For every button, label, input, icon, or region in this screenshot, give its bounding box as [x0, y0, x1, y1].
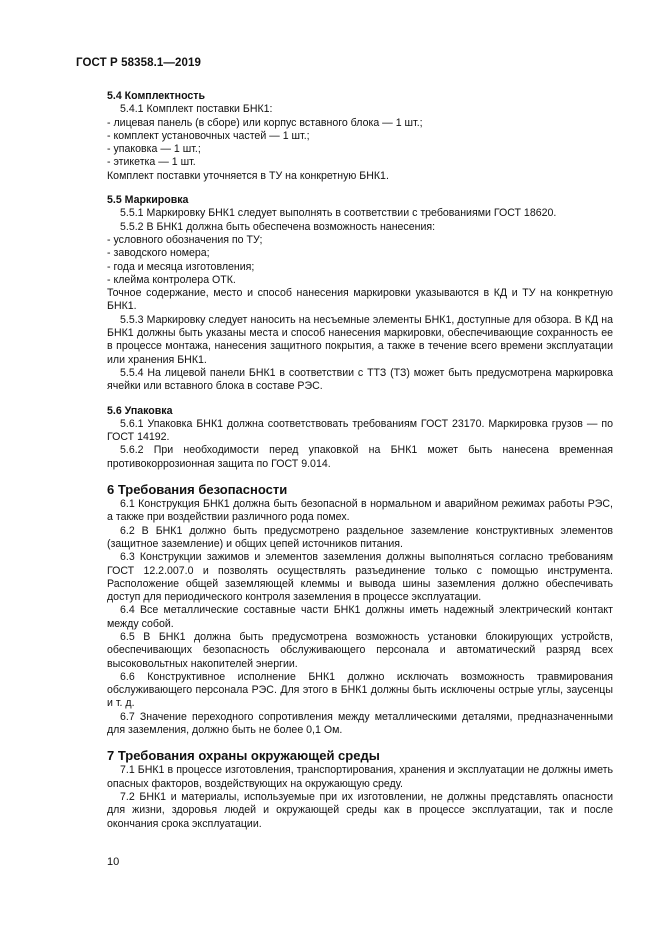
- paragraph-5-5-4: 5.5.4 На лицевой панели БНК1 в соответствии с ТТЗ (ТЗ) может быть предусмотрена маркировка ячейки или вставного блока в составе РЭС.: [107, 366, 613, 393]
- paragraph-6-1: 6.1 Конструкция БНК1 должна быть безопасной в нормальном и аварийном режимах работы РЭС, а также при воздействии различного рода помех.: [107, 498, 613, 524]
- paragraph-5-6-1: 5.6.1 Упаковка БНК1 должна соответствовать требованиям ГОСТ 23170. Маркировка грузов — по ГОСТ 14192.: [107, 417, 613, 444]
- paragraph-5-5-3: 5.5.3 Маркировку следует наносить на несъемные элементы БНК1, доступные для обзора. В КД на БНК1 должны быть указаны места и способ нанесения маркировки, обеспечивающие сохранность ее в процессе монтажа, нанесения защитного покрытия, а также в течение всего времени эксплуатации или хранения БНК1.: [107, 313, 613, 366]
- section-5-4-title: 5.4 Комплектность: [107, 90, 205, 102]
- list-item: - комплект установочных частей — 1 шт.;: [107, 129, 310, 142]
- paragraph-6-4: 6.4 Все металлические составные части БНК1 должны иметь надежный электрический контакт между собой.: [107, 604, 613, 630]
- section-7-title: 7 Требования охраны окружающей среды: [107, 748, 380, 764]
- paragraph-6-5: 6.5 В БНК1 должна быть предусмотрена возможность установки блокирующих устройств, обеспечивающих безопасность обслуживающего персонала и автоматический разряд всех высоковольтных накопителей энергии.: [107, 630, 613, 670]
- paragraph-6-6: 6.6 Конструктивное исполнение БНК1 должно исключать возможность травмирования обслуживающего персонала РЭС. Для этого в БНК1 должны быть исключены острые углы, заусенцы и т. д.: [107, 670, 613, 710]
- list-item: - клейма контролера ОТК.: [107, 273, 236, 286]
- list-item: - года и месяца изготовления;: [107, 260, 255, 273]
- document-body: [107, 90, 613, 831]
- section-6-title: 6 Требования безопасности: [107, 482, 288, 498]
- paragraph-7-1: 7.1 БНК1 в процессе изготовления, транспортирования, хранения и эксплуатации не должны иметь опасных факторов, воздействующих на окружающую среду.: [107, 764, 613, 790]
- paragraph-6-2: 6.2 В БНК1 должно быть предусмотрено раздельное заземление конструктивных элементов (защитное заземление) и общих цепей источников питания.: [107, 524, 613, 550]
- paragraph-5-5-1: 5.5.1 Маркировку БНК1 следует выполнять в соответствии с требованиями ГОСТ 18620.: [120, 207, 557, 220]
- paragraph-5-4-note: Комплект поставки уточняется в ТУ на конкретную БНК1.: [107, 169, 389, 182]
- paragraph-5-4-1: 5.4.1 Комплект поставки БНК1:: [120, 103, 273, 116]
- list-item: - заводского номера;: [107, 247, 210, 260]
- paragraph-7-2: 7.2 БНК1 и материалы, используемые при их изготовлении, не должны представлять опасности для жизни, здоровья людей и окружающей среды как в процессе эксплуатации, так и после окончания срока эксплуатации.: [107, 790, 613, 830]
- section-5-6-title: 5.6 Упаковка: [107, 404, 173, 417]
- paragraph-5-5-2: 5.5.2 В БНК1 должна быть обеспечена возможность нанесения:: [120, 220, 436, 233]
- paragraph-5-6-2: 5.6.2 При необходимости перед упаковкой на БНК1 может быть нанесена временная противокоррозионная защита по ГОСТ 9.014.: [107, 444, 613, 470]
- list-item: - лицевая панель (в сборе) или корпус вставного блока — 1 шт.;: [107, 116, 423, 129]
- document-id: ГОСТ Р 58358.1—2019: [76, 57, 201, 69]
- list-item: - условного обозначения по ТУ;: [107, 233, 263, 246]
- paragraph-6-7: 6.7 Значение переходного сопротивления между металлическими деталями, предназначенными для заземления, должно быть не более 0,1 Ом.: [107, 710, 613, 737]
- list-item: - упаковка — 1 шт.;: [107, 143, 201, 156]
- list-item: - этикетка — 1 шт.: [107, 156, 196, 169]
- section-5-5-title: 5.5 Маркировка: [107, 194, 189, 207]
- paragraph-6-3: 6.3 Конструкции зажимов и элементов заземления должны выполняться согласно требованиям ГОСТ 12.2.007.0 и позволять осуществлять разъединение только с помощью инструмента. Расположение общей заземляющей клеммы и вывода шины заземления должно обеспечивать доступ для периодического контроля заземления в процессе эксплуатации.: [107, 551, 613, 604]
- paragraph-5-5-note: Точное содержание, место и способ нанесения маркировки указываются в КД и ТУ на конкретную БНК1.: [107, 287, 613, 313]
- page-number: 10: [107, 856, 120, 868]
